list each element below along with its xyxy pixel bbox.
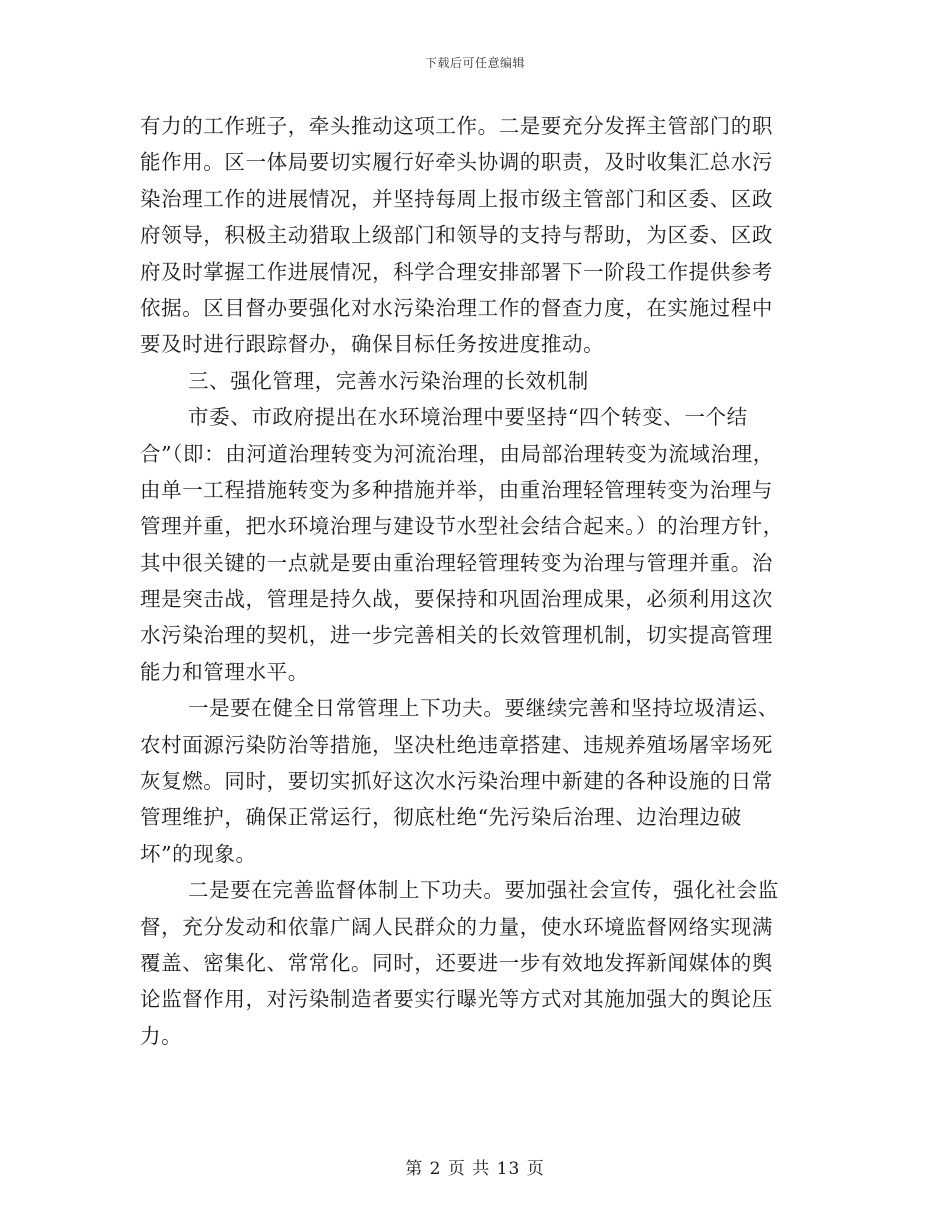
- paragraph: [140, 872, 820, 1054]
- text-line: 合”（即：由河道治理转变为河流治理，由局部治理转变为流域治理，: [140, 441, 774, 466]
- text-line: 其中很关键的一点就是要由重治理轻管理转变为治理与管理并重。治: [140, 550, 773, 575]
- text-line: 府领导，积极主动猎取上级部门和领导的支持与帮助，为区委、区政: [140, 223, 773, 248]
- page-header: 下载后可任意编辑: [424, 56, 525, 70]
- text-line: 灰复燃。同时，要切实抓好这次水污染治理中新建的各种设施的日常: [140, 769, 773, 794]
- text-line: 由单一工程措施转变为多种措施并举，由重治理轻管理转变为治理与: [140, 477, 773, 502]
- paragraph: [140, 399, 820, 690]
- text-line: 管理维护，确保正常运行，彻底杜绝“先污染后治理、边治理边破: [140, 805, 742, 830]
- text-line: 染治理工作的进展情况，并坚持每周上报市级主管部门和区委、区政: [140, 186, 773, 211]
- text-line: 农村面源污染防治等措施，坚决杜绝违章搭建、违规养殖场屠宰场死: [140, 732, 773, 757]
- text-line: 依据。区目督办要强化对水污染治理工作的督查力度，在实施过程中: [140, 295, 773, 320]
- text-line: 理是突击战，管理是持久战，要保持和巩固治理成果，必须利用这次: [140, 587, 773, 612]
- paragraph: [140, 108, 820, 363]
- text-line: 府及时掌握工作进展情况，科学合理安排部署下一阶段工作提供参考: [140, 259, 773, 284]
- text-line: 有力的工作班子，牵头推动这项工作。二是要充分发挥主管部门的职: [140, 114, 773, 138]
- text-line: 一是要在健全日常管理上下功夫。要继续完善和坚持垃圾清运、: [188, 696, 779, 721]
- text-line: 能作用。区一体局要切实履行好牵头协调的职责，及时收集汇总水污: [140, 150, 773, 175]
- text-line: 水污染治理的契机，进一步完善相关的长效管理机制，切实提高管理: [140, 623, 773, 648]
- text-line: 二是要在完善监督体制上下功夫。要加强社会宣传，强化社会监: [188, 878, 779, 903]
- text-line: 覆盖、密集化、常常化。同时，还要进一步有效地发挥新闻媒体的舆: [140, 950, 773, 975]
- text-line: 力。: [140, 1023, 183, 1048]
- text-line: 管理并重，把水环境治理与建设节水型社会结合起来。）的治理方针，: [140, 514, 784, 539]
- text-line: 市委、市政府提出在水环境治理中要坚持“四个转变、一个结: [188, 405, 748, 430]
- document-body: [140, 108, 820, 1054]
- text-line: 能力和管理水平。: [140, 659, 309, 684]
- section-heading: [140, 363, 820, 399]
- text-line: 督，充分发动和依靠广阔人民群众的力量，使水环境监督网络实现满: [140, 914, 773, 939]
- paragraph: [140, 690, 820, 872]
- text-line: 坏”的现象。: [140, 841, 257, 866]
- page-number: 第 2 页 共 13 页: [405, 1159, 545, 1179]
- text-line: 要及时进行跟踪督办，确保目标任务按进度推动。: [140, 332, 605, 357]
- text-line: 三、强化管理，完善水污染治理的长效机制: [188, 368, 589, 393]
- text-line: 论监督作用，对污染制造者要实行曝光等方式对其施加强大的舆论压: [140, 987, 773, 1012]
